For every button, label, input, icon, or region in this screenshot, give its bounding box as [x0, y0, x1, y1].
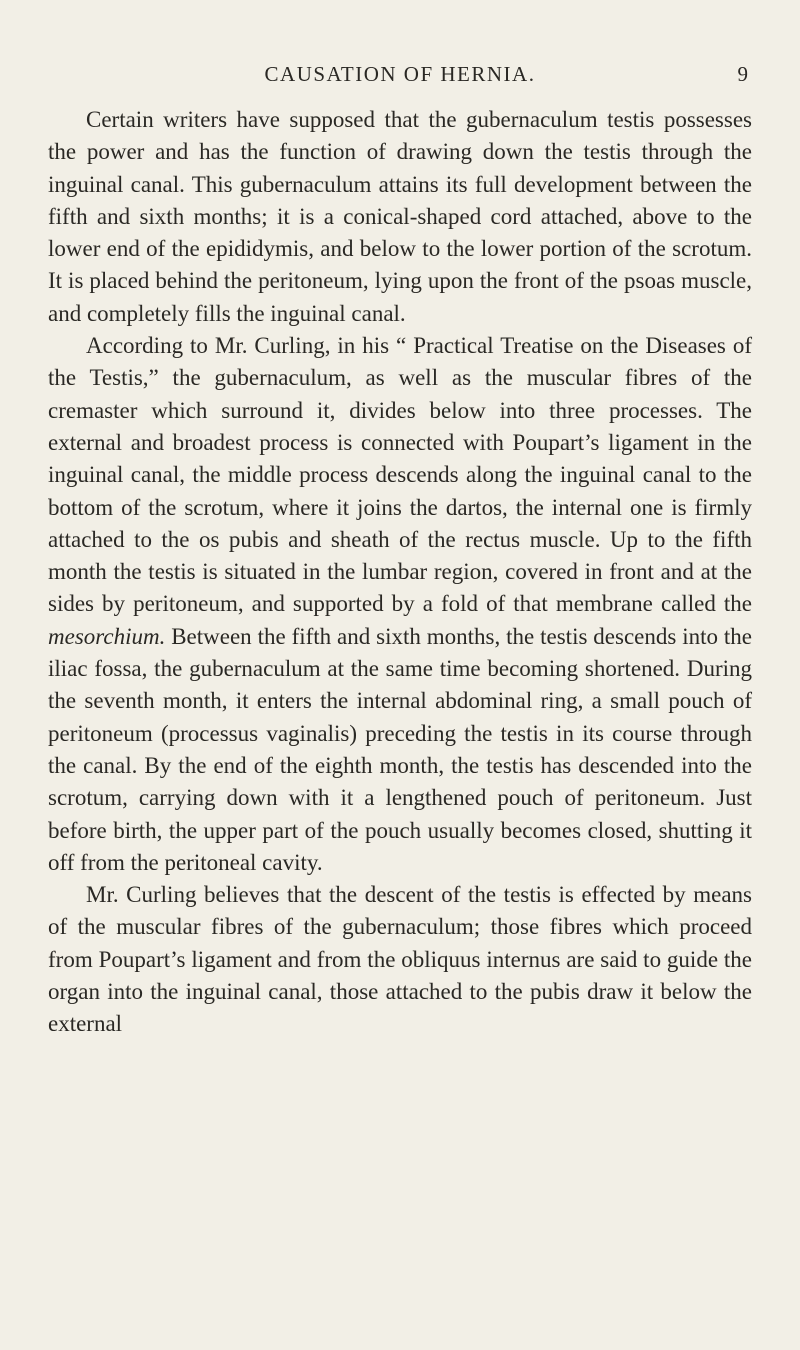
- paragraph-2-start: According to Mr. Curling, in his “ Practical Treatise on the Diseases of the Testis,” the gubernaculum, as well as the muscular fibres of the cremaster which surround it, divides below into three processes. The external and broadest process is connected with Poupart’s ligament in the inguinal canal, the middle process descends along the inguinal canal to the bottom of the scrotum, where it joins the dartos, the internal one is firmly attached to the os pubis and sheath of the rectus muscle. Up to the fifth month the testis is situated in the lumbar region, covered in front and at the sides by peritoneum, and supported by a fold of that membrane called the: [48, 333, 752, 617]
- running-title: CAUSATION OF HERNIA.: [264, 62, 536, 86]
- paragraph-2-end: Between the fifth and sixth months, the testis descends into the iliac fossa, the gubernaculum at the same time becoming shortened. During the seventh month, it enters the internal abdominal ring, a small pouch of peritoneum (processus vaginalis) preceding the testis in its course through the canal. By the end of the eighth month, the testis has descended into the scrotum, carrying down with it a lengthened pouch of peritoneum. Just before birth, the upper part of the pouch usually becomes closed, shutting it off from the peritoneal cavity.: [48, 623, 752, 875]
- paragraph-2: [48, 330, 752, 879]
- page-number: 9: [737, 62, 748, 86]
- body-text: [48, 104, 752, 1041]
- page-header: [48, 58, 752, 98]
- paragraph-3: Mr. Curling believes that the descent of the testis is effected by means of the muscular fibres of the gubernaculum; those fibres which proceed from Poupart’s ligament and from the obliquus internus are said to guide the organ into the inguinal canal, those attached to the pubis draw it below the external: [48, 882, 752, 1037]
- paragraph-1: Certain writers have supposed that the gubernaculum testis possesses the power and has the function of drawing down the testis through the inguinal canal. This gubernaculum attains its full development between the fifth and sixth months; it is a conical-shaped cord attached, above to the lower end of the epididymis, and below to the lower portion of the scrotum. It is placed behind the peritoneum, lying upon the front of the psoas muscle, and completely fills the inguinal canal.: [48, 107, 752, 326]
- italic-term-mesorchium: mesorchium.: [48, 623, 166, 649]
